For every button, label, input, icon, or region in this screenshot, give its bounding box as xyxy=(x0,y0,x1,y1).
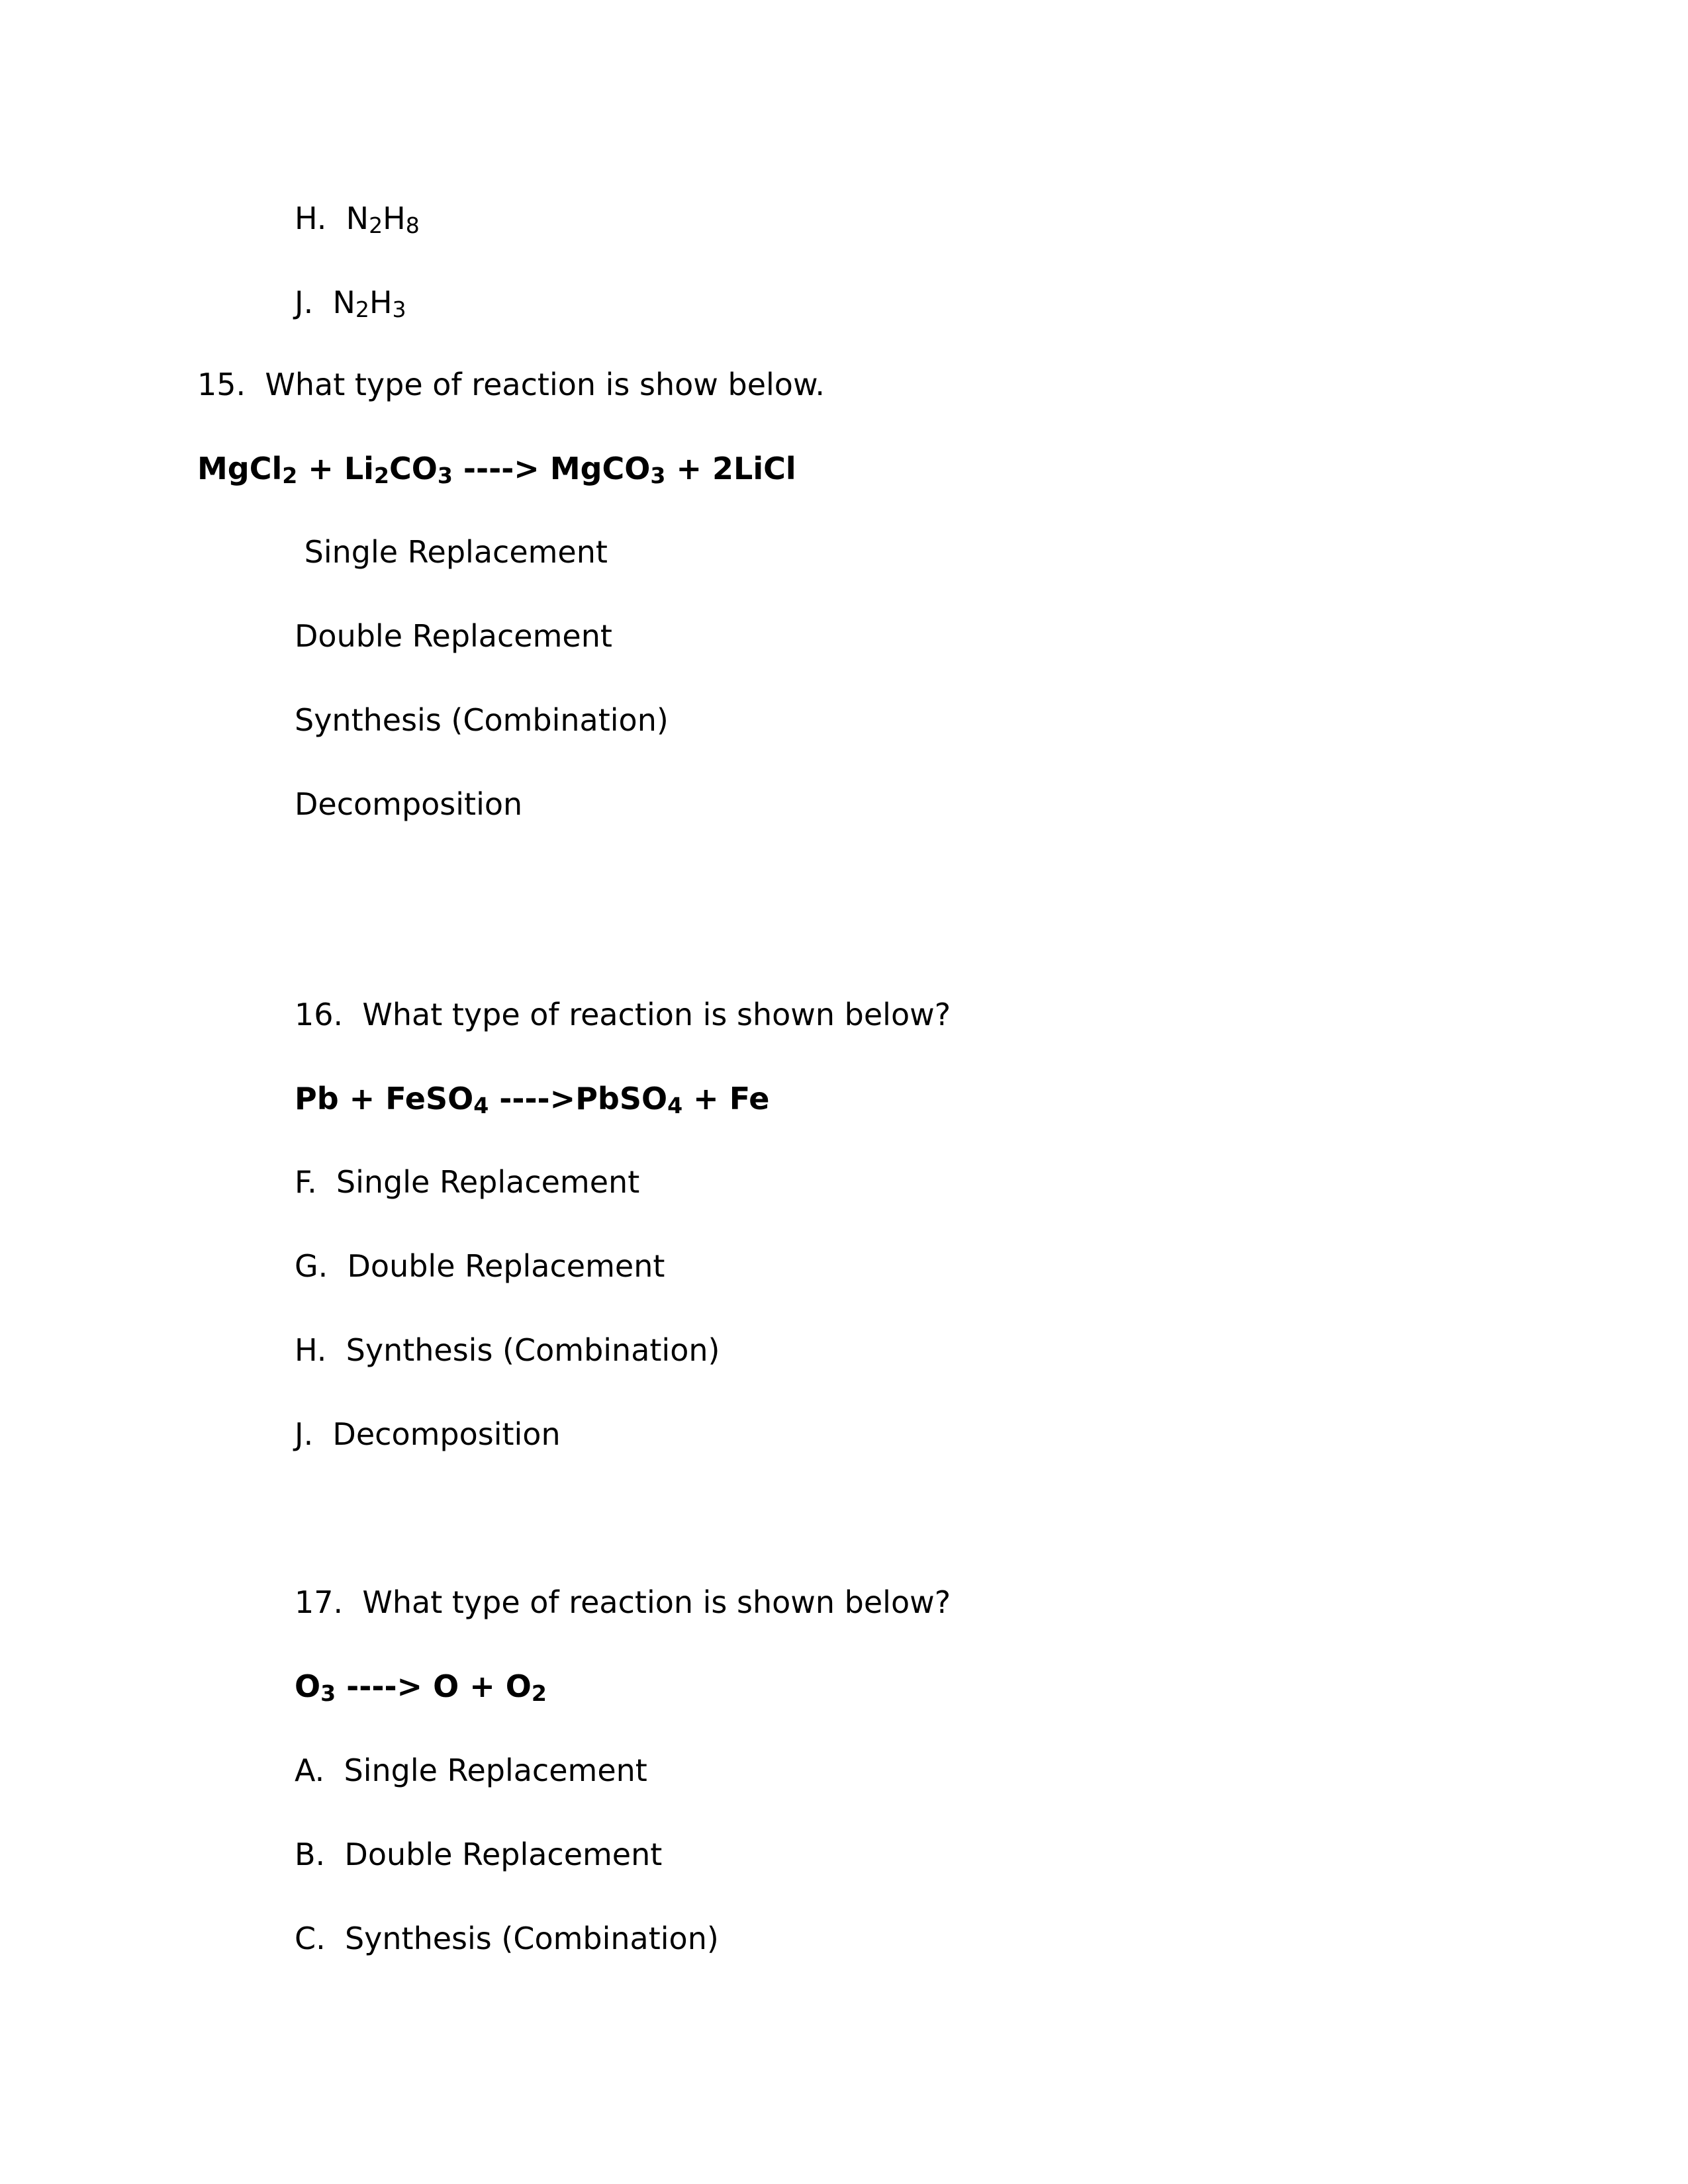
option-letter: J. xyxy=(295,285,314,320)
q15-option-single-replacement[interactable]: Single Replacement xyxy=(295,534,608,570)
question-17: 17. What type of reaction is shown below? xyxy=(295,1584,951,1620)
q15-option-double-replacement[interactable]: Double Replacement xyxy=(295,618,612,654)
q16-option-g[interactable]: G. Double Replacement xyxy=(295,1248,665,1284)
equation-17: O3 ----> O + O2 xyxy=(295,1668,547,1706)
q15-option-decomposition[interactable]: Decomposition xyxy=(295,786,523,822)
q17-option-a[interactable]: A. Single Replacement xyxy=(295,1752,647,1788)
question-15: 15. What type of reaction is show below. xyxy=(197,367,825,402)
q17-option-c[interactable]: C. Synthesis (Combination) xyxy=(295,1921,719,1956)
q16-option-h[interactable]: H. Synthesis (Combination) xyxy=(295,1332,720,1368)
q15-option-synthesis[interactable]: Synthesis (Combination) xyxy=(295,702,669,738)
option-h-n2h8: H. N2H8 xyxy=(295,201,420,238)
question-16: 16. What type of reaction is shown below? xyxy=(295,997,951,1032)
equation-16: Pb + FeSO4 ---->PbSO4 + Fe xyxy=(295,1081,770,1118)
q17-option-b[interactable]: B. Double Replacement xyxy=(295,1837,663,1872)
option-letter: H. xyxy=(295,201,327,236)
equation-15: MgCl2 + Li2CO3 ----> MgCO3 + 2LiCl xyxy=(197,451,796,488)
option-j-n2h3: J. N2H3 xyxy=(295,285,406,322)
q16-option-j[interactable]: J. Decomposition xyxy=(295,1416,561,1452)
q16-option-f[interactable]: F. Single Replacement xyxy=(295,1164,640,1200)
